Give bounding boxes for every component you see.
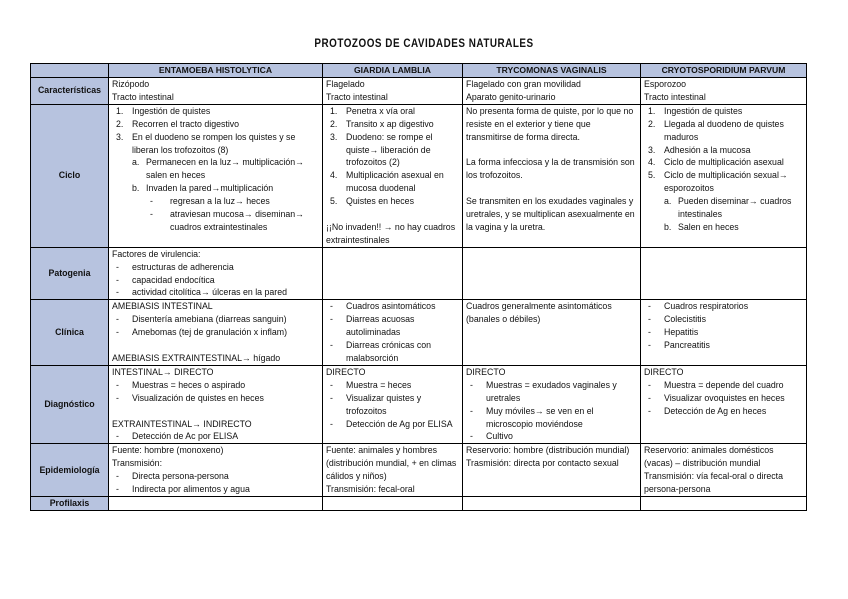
cell-line: DIRECTO (466, 366, 506, 377)
column-header: GIARDIA LAMBLIA (323, 64, 463, 78)
column-header: CRYOTOSPORIDIUM PARVUM (641, 64, 807, 78)
list-item: 3. Adhesión a la mucosa (648, 144, 751, 155)
cell-line: Tracto intestinal (644, 91, 706, 102)
list-item: - actividad citolítica→ úlceras en la pared (116, 287, 288, 298)
list-item: - Visualizar quistes y trofozoitos (330, 392, 422, 416)
list-item: - Muestra = depende del cuadro (648, 379, 784, 390)
table-cell (641, 365, 807, 443)
cell-line: DIRECTO (644, 366, 684, 377)
table-cell (641, 247, 807, 300)
list-item: - Directa persona-persona (116, 471, 229, 482)
row-header: Epidemiología (31, 444, 109, 497)
paragraph: Se transmiten en los exudades vaginales y uretrales, y se multiplican asexualmente en la vagina y la uretra. (466, 196, 635, 232)
table-cell (463, 365, 641, 443)
row-patogenia (31, 247, 807, 300)
table-cell (109, 444, 323, 497)
cell-line: Reservorio: hombre (distribución mundial) (466, 445, 630, 456)
cell-line: Trasmisión: directa por contacto sexual (466, 458, 619, 469)
list-item: - Muy móviles→ se ven en el microscopio moviéndose (470, 405, 594, 429)
row-header: Clínica (31, 300, 109, 366)
list-item: - Indirecta por alimentos y agua (116, 484, 250, 495)
list-item: - regresan a la luz→ heces (150, 196, 270, 207)
table-cell (109, 365, 323, 443)
cell-line: AMEBIASIS EXTRAINTESTINAL→ hígado (112, 353, 281, 363)
paragraph: La forma infecciosa y la de transmisión son los trofozoitos. (466, 157, 635, 181)
list-item: - Visualización de quistes en heces (116, 392, 264, 403)
cell-line: AMEBIASIS INTESTINAL (112, 301, 213, 312)
list-item: - Muestra = heces (330, 379, 412, 390)
table-cell (109, 300, 323, 366)
table-cell (641, 444, 807, 497)
list-item: - Pancreatitis (648, 340, 710, 351)
cell-line: Tracto intestinal (112, 91, 174, 102)
cell-line: Transmisión: (112, 458, 163, 469)
table-cell (463, 247, 641, 300)
cell-line: EXTRAINTESTINAL→ INDIRECTO (112, 418, 252, 429)
cell-line: Cuadros generalmente asintomáticos (banales o débiles) (466, 301, 612, 325)
cell-line: Aparato genito-urinario (466, 91, 556, 102)
table-cell (109, 496, 323, 510)
cell-line: Fuente: hombre (monoxeno) (112, 445, 224, 456)
list-item: - estructuras de adherencia (116, 261, 234, 272)
list-item: 5. Ciclo de multiplicación sexual→ esporozoitos (648, 170, 788, 194)
table-cell (463, 444, 641, 497)
page-title: PROTOZOOS DE CAVIDADES NATURALES (314, 38, 534, 50)
protozoa-table (30, 63, 807, 511)
list-item: a. Pueden diseminar→ cuadros intestinales (664, 196, 792, 220)
paragraph: No presenta forma de quiste, por lo que no resiste en el exterior y tiene que transmitirse de forma directa. (466, 105, 634, 142)
table-cell (323, 444, 463, 497)
table-cell (323, 247, 463, 300)
header-corner (31, 64, 109, 78)
table-cell (641, 78, 807, 105)
list-item: - atraviesan mucosa→ diseminan→ cuadros extraintestinales (150, 209, 304, 232)
list-item: - Diarreas crónicas con malabsorción (330, 340, 432, 364)
cell-line: Factores de virulencia: (112, 248, 201, 259)
cell-line: Tracto intestinal (326, 91, 388, 102)
row-epidemiologia (31, 444, 807, 497)
list-item: - Cuadros asintomáticos (330, 301, 436, 312)
cell-line: Flagelado (326, 79, 365, 89)
list-item: 4. Ciclo de multiplicación asexual (648, 157, 784, 168)
table-cell (109, 247, 323, 300)
list-item: - capacidad endocítica (116, 274, 215, 285)
list-item: - Amebomas (tej de granulación x inflam) (116, 327, 287, 338)
list-item: 3. Duodeno: se rompe el quiste→ liberación de trofozoitos (2) (330, 131, 433, 168)
list-item: 1. Ingestión de quistes (116, 105, 211, 116)
list-item: - Cuadros respiratorios (648, 301, 749, 312)
row-ciclo (31, 104, 807, 247)
cell-line: DIRECTO (326, 366, 366, 377)
list-item: 3. En el duodeno se rompen los quistes y se liberan los trofozoitos (8) (116, 131, 296, 155)
table-cell (323, 496, 463, 510)
row-clinica (31, 300, 807, 366)
list-item: 2. Recorren el tracto digestivo (116, 118, 240, 129)
table-cell (323, 104, 463, 247)
cell-line: Flagelado con gran movilidad (466, 79, 581, 89)
table-cell (323, 78, 463, 105)
list-item: - Visualizar ovoquistes en heces (648, 392, 785, 403)
table-cell (641, 104, 807, 247)
cell-line: Fuente: animales y hombres (distribución mundial, + en climas cálidos y niños) (326, 445, 457, 482)
table-cell (641, 300, 807, 366)
table-cell (463, 78, 641, 105)
note-text: ¡¡No invaden!! → no hay cuadros extraintestinales (326, 221, 456, 245)
header-row (31, 64, 807, 78)
column-header: ENTAMOEBA HISTOLYTICA (109, 64, 323, 78)
table-cell (463, 300, 641, 366)
list-item: - Detección de Ag por ELISA (330, 418, 453, 429)
list-item: b. Invaden la pared→multiplicación (132, 183, 274, 194)
table-cell (323, 300, 463, 366)
row-header: Profilaxis (31, 496, 109, 510)
list-item: - Muestras = exudados vaginales y uretrales (470, 379, 617, 403)
table-cell (463, 104, 641, 247)
list-item: - Detección de Ac por ELISA (116, 431, 239, 442)
cell-line: Transmisión: fecal-oral (326, 484, 415, 495)
list-item: a. Permanecen en la luz→ multiplicación→ salen en heces (132, 157, 304, 181)
row-diagnostico (31, 365, 807, 443)
list-item: 1. Penetra x vía oral (330, 105, 415, 116)
table-cell (109, 78, 323, 105)
cell-line: Esporozoo (644, 79, 687, 89)
list-item: 5. Quistes en heces (330, 196, 414, 207)
table-cell (463, 496, 641, 510)
table-cell (641, 496, 807, 510)
list-item: - Detección de Ag en heces (648, 405, 767, 416)
row-header: Patogenia (31, 247, 109, 300)
list-item: 2. Transito x ap digestivo (330, 118, 434, 129)
cell-line: Transmisión: vía fecal-oral o directa persona-persona (644, 471, 784, 495)
column-header: TRYCOMONAS VAGINALIS (463, 64, 641, 78)
cell-line: Rizópodo (112, 79, 150, 89)
list-item: - Muestras = heces o aspirado (116, 379, 246, 390)
list-item: - Hepatitis (648, 327, 699, 338)
cell-line: Reservorio: animales domésticos (vacas) – distribución mundial (644, 445, 774, 469)
cell-line: INTESTINAL→ DIRECTO (112, 366, 214, 377)
row-profilaxis (31, 496, 807, 510)
list-item: 1. Ingestión de quistes (648, 105, 743, 116)
list-item: - Disentería amebiana (diarreas sanguin) (116, 314, 287, 325)
list-item: 4. Multiplicación asexual en mucosa duodenal (330, 170, 444, 194)
row-header: Diagnóstico (31, 365, 109, 443)
table-cell (109, 104, 323, 247)
list-item: - Cultivo (470, 431, 513, 442)
list-item: - Diarreas acuosas autoliminadas (330, 314, 415, 338)
list-item: - Colecistitis (648, 314, 707, 325)
table-cell (323, 365, 463, 443)
row-caracteristicas (31, 78, 807, 105)
list-item: 2. Llegada al duodeno de quistes maduros (648, 118, 784, 142)
row-header: Características (31, 78, 109, 105)
row-header: Ciclo (31, 104, 109, 247)
list-item: b. Salen en heces (664, 221, 739, 232)
